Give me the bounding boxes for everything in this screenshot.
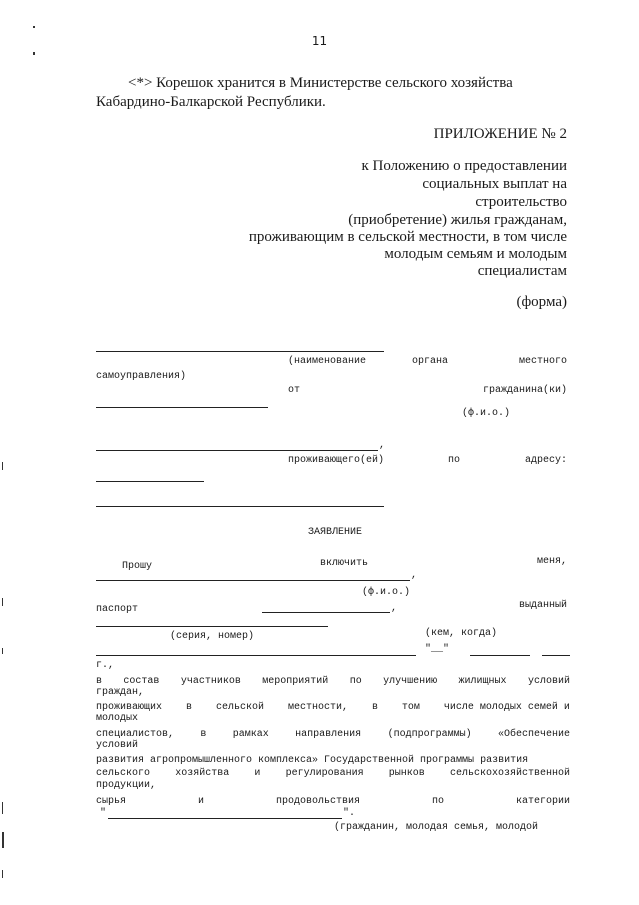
citizen-label: гражданина(ки) [482,385,567,396]
org-name-hint: органа [412,356,449,367]
appendix-title: ПРИЛОЖЕНИЕ № 2 [433,126,567,142]
ask-word: Прошу [122,561,153,572]
issuer-line [96,655,416,656]
statement-row: специалистов, в рамках направления (подпрограммы) «Обеспечение [96,729,570,740]
from-label: от [288,385,301,396]
date-year-line [542,655,570,656]
comma: , [379,440,386,451]
citizen-name-line-2 [96,450,378,451]
form-label: (форма) [516,294,567,310]
statement-row: развития агропромышленного комплекса» Государственной программы развития [96,755,529,766]
scan-mark [2,462,3,470]
appendix-line: молодым семьям и молодым [384,246,567,262]
appendix-line: к Положению о предоставлении [361,158,567,174]
ask-word: включить [320,558,369,569]
year-suffix: г., [96,660,115,671]
citizen-name-line [96,407,268,408]
residing-label: адресу: [524,455,567,466]
statement-wrap: граждан, [96,687,145,698]
org-name-hint: (наименование [288,356,367,367]
address-line-2 [96,506,384,507]
scan-mark [33,52,35,55]
statement-row: проживающих в сельской местности, в том числе молодых семей и [96,702,570,713]
appendix-line: социальных выплат на [422,176,567,192]
by-whom-hint: (кем, когда) [425,628,498,639]
comma: , [391,603,398,614]
org-name-hint: местного [518,356,567,367]
scan-mark [2,802,3,814]
address-line [96,481,204,482]
date-quote: "__" [425,644,450,655]
series-hint: (серия, номер) [170,631,255,642]
comma: , [411,570,418,581]
statement-wrap: условий [96,740,139,751]
scan-mark [2,870,3,878]
fio-hint: (ф.и.о.) [362,587,411,598]
residing-label: по [448,455,461,466]
date-month-line [470,655,530,656]
passport-number-line [262,612,390,613]
statement-wrap: продукции, [96,780,157,791]
passport-label: паспорт [96,604,139,615]
scan-mark [2,648,3,654]
footnote-line: Кабардино-Балкарской Республики. [96,94,326,110]
category-line [108,818,342,819]
statement-row: сельского хозяйства и регулирования рынков сельскохозяйственной [96,768,570,779]
appendix-line: специалистам [477,263,567,279]
residing-label: проживающего(ей) [288,455,385,466]
appendix-line: строительство [475,194,567,210]
statement-row: в состав участников мероприятий по улучшению жилищных условий [96,676,570,687]
appendix-line: (приобретение) жилья гражданам, [348,212,567,228]
appendix-line: проживающим в сельской местности, в том числе [248,229,567,245]
self-gov-hint: самоуправления) [96,371,187,382]
statement-wrap: молодых [96,713,139,724]
passport-line-2 [96,626,328,627]
scan-mark [33,26,35,28]
issued-label: выданный [518,600,567,611]
applicant-name-line [96,580,410,581]
quote-open: " [100,808,107,819]
category-hint: (гражданин, молодая семья, молодой [334,822,539,833]
statement-row: сырья и продовольствия по категории [96,796,570,807]
footnote-line: <*> Корешок хранится в Министерстве сельского хозяйства [128,75,513,91]
quote-close: ". [343,808,356,819]
fio-hint: (ф.и.о.) [462,408,511,419]
page-number: 11 [311,34,328,48]
scan-mark [2,598,3,606]
ask-word: меня, [536,556,567,567]
statement-title: ЗАЯВЛЕНИЕ [308,527,363,538]
scan-mark [2,832,4,848]
org-name-line [96,351,384,352]
